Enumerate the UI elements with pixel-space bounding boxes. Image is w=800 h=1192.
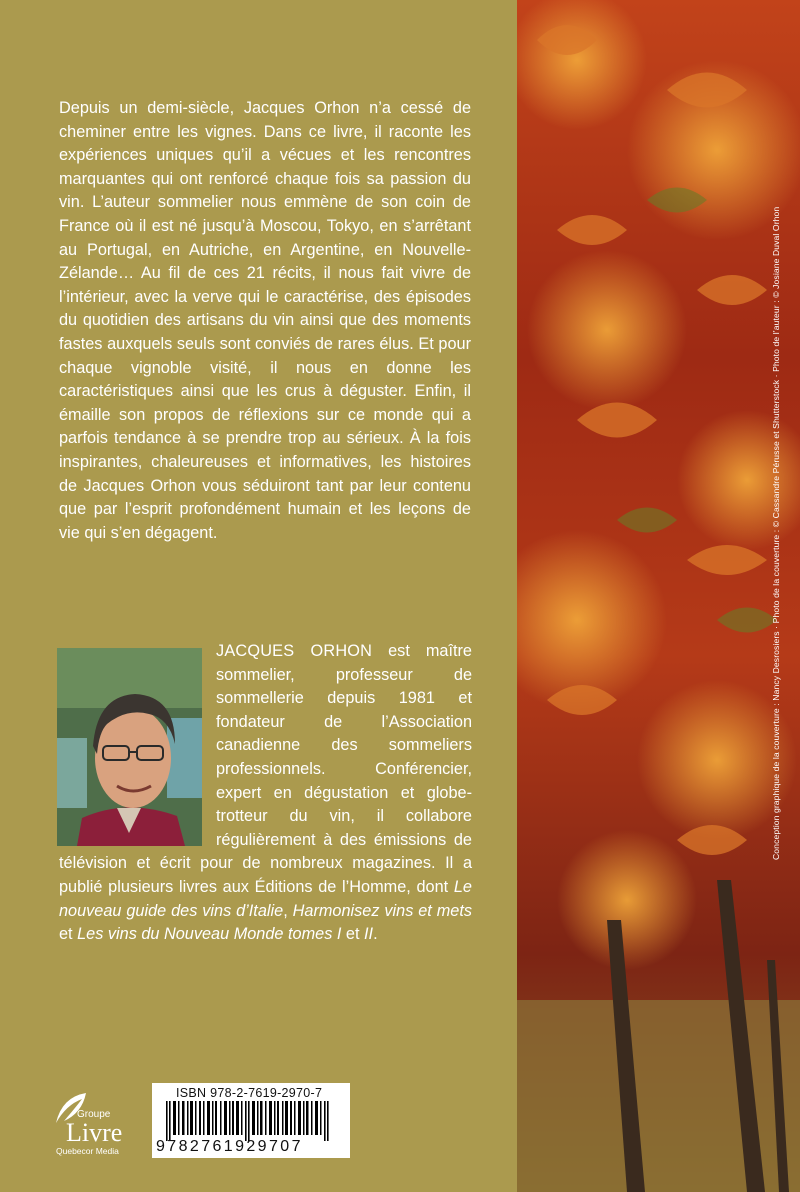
author-name: JACQUES ORHON — [216, 642, 373, 660]
bio-text: est maître sommelier, professeur de sommellerie depuis 1981 et fondateur de l’Association canadienne des sommeliers professionnels. Conférencier, expert en dégustation et globe-trotteur du vin, il collabore régulièrement à des émissions de télévision et écrit pour de nombreux magazines. Il a publié plusieurs livres aux Éditions de l’Homme, dont — [59, 642, 472, 896]
vineyard-photo — [517, 0, 800, 1192]
book-title-3: Les vins du Nouveau Monde tomes I — [77, 925, 342, 944]
isbn-number: ISBN 978-2-7619-2970-7 — [176, 1086, 323, 1100]
logo-groupe: Groupe — [77, 1109, 111, 1120]
barcode-bars — [166, 1101, 329, 1141]
barcode-digits: 9782761929707 — [156, 1138, 303, 1155]
credits-text: Conception graphique de la couverture : Nancy Desrosiers · Photo de la couverture : © Cassandre Pérusse et Shutterstock · Photo de l’auteur : © Josiane Duval Orhon — [771, 206, 781, 860]
isbn-barcode — [152, 1083, 350, 1158]
book-description — [59, 97, 471, 545]
photo-credits — [771, 206, 783, 872]
logo-livre: Livre — [66, 1118, 123, 1147]
bio-end: . — [373, 925, 378, 944]
book-title-1: Le nouveau guide des vins d’Italie — [59, 877, 472, 920]
author-biography — [59, 640, 472, 947]
separator: et — [341, 925, 365, 944]
book-title-4: II — [364, 925, 374, 944]
publisher-logo — [42, 1087, 137, 1162]
logo-quebecor: Quebecor Media — [56, 1146, 119, 1156]
book-title-2: Harmonisez vins et mets — [292, 901, 472, 920]
photo-spacer — [59, 640, 216, 845]
separator: et — [59, 925, 78, 944]
separator: , — [283, 901, 293, 920]
description-text: Depuis un demi-siècle, Jacques Orhon n’a cessé de cheminer entre les vignes. Dans ce livre, il raconte les expériences uniques qu’il a vécues et les rencontres marquantes qui ont renforcé chaque fois sa passion du vin. L’auteur sommelier nous emmène de son coin de France où il est né jusqu’à Moscou, Tokyo, en s’arrêtant au Portugal, en Autriche, en Argentine, en Nouvelle-Zélande… Au fil de ces 21 récits, il nous fait vivre de l’intérieur, avec la verve qui le caractérise, des épisodes du quotidien des artisans du vin ainsi que des moments fastes auxquels seuls sont conviés de rares élus. Et pour chaque vignoble visité, il nous en donne les caractéristiques ainsi que les crus à déguster. Enfin, il émaille son propos de réflexions sur ce monde qui a parfois tendance à se prendre trop au sérieux. À la fois inspirantes, chaleureuses et informatives, les histoires de Jacques Orhon vous séduiront tant par leur contenu que par l’esprit profondément humain et les leçons de vie qui s’en dégagent. — [59, 99, 471, 542]
